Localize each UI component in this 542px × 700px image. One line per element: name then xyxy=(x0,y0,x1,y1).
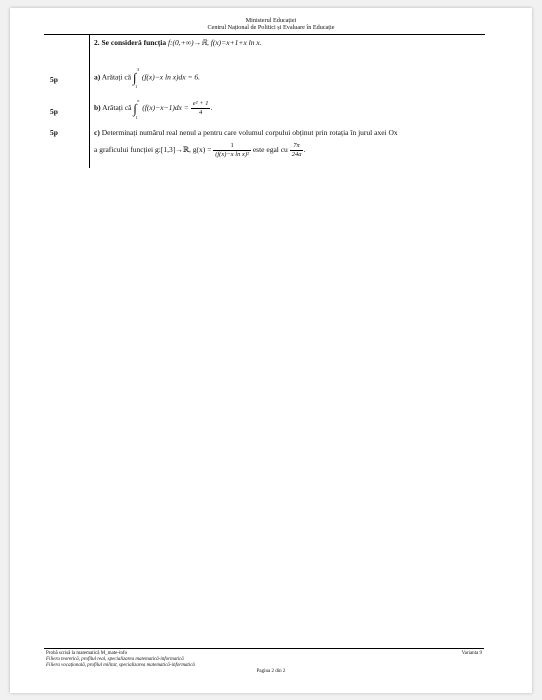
top-rule xyxy=(44,34,485,35)
footer-rule xyxy=(44,648,484,649)
header-ministry: Ministerul Educației xyxy=(245,17,297,24)
fraction-b: $\frac{\text{e² + 1}}{4}$ xyxy=(192,100,209,116)
item-b: b) Arătați că ∫ e 1 (f(x)−x−1)dx = $\frac{\text{e² + 1}}{4}$ . xyxy=(94,97,213,120)
footer-line2: Filiera teoretică, profilul real, specializarea matematică-informatică xyxy=(46,657,184,662)
integral-sign: ∫ 3 1 xyxy=(132,67,140,89)
fraction-g: $\frac{1}{\text{(f(x)−x ln x)²}}$ xyxy=(215,142,249,158)
points-a: 5p xyxy=(50,75,58,84)
header-center: Centrul Național de Politici și Evaluare în Educație xyxy=(207,24,335,31)
item-c-line2: a graficului funcției g:[1,3]→ℝ, g(x) = $\frac{1}{\text{(f(x)−x ln x)²}}$ este egal cu $\frac{7\pi}{24a}$ . xyxy=(94,142,306,158)
fraction-volume: $\frac{7\pi}{24a}$ xyxy=(291,142,302,158)
points-c: 5p xyxy=(50,128,58,137)
points-b: 5p xyxy=(50,107,58,116)
footer-line3: Filiera vocațională, profilul militar, specializarea matematică-informatică xyxy=(46,663,195,668)
footer-variant: Varianta 9 xyxy=(461,651,482,656)
footer-line1: Probă scrisă la matematică M_mate-info xyxy=(46,651,128,656)
points-column-divider xyxy=(89,34,90,168)
problem-statement: 2. Se consideră funcția f:(0,+∞)→ℝ, f(x)=x+1+x ln x. xyxy=(94,38,262,47)
document-page xyxy=(10,8,532,693)
footer-page-number: Pagina 2 din 2 xyxy=(256,669,286,674)
integral-sign: ∫ e 1 xyxy=(133,97,140,120)
item-a: a) Arătați că ∫ 3 1 (f(x)−x ln x)dx = 6. xyxy=(94,67,201,89)
item-c-line1: c) Determinați numărul real nenul a pentru care volumul corpului obținut prin rotația în jurul axei Ox xyxy=(94,128,398,137)
